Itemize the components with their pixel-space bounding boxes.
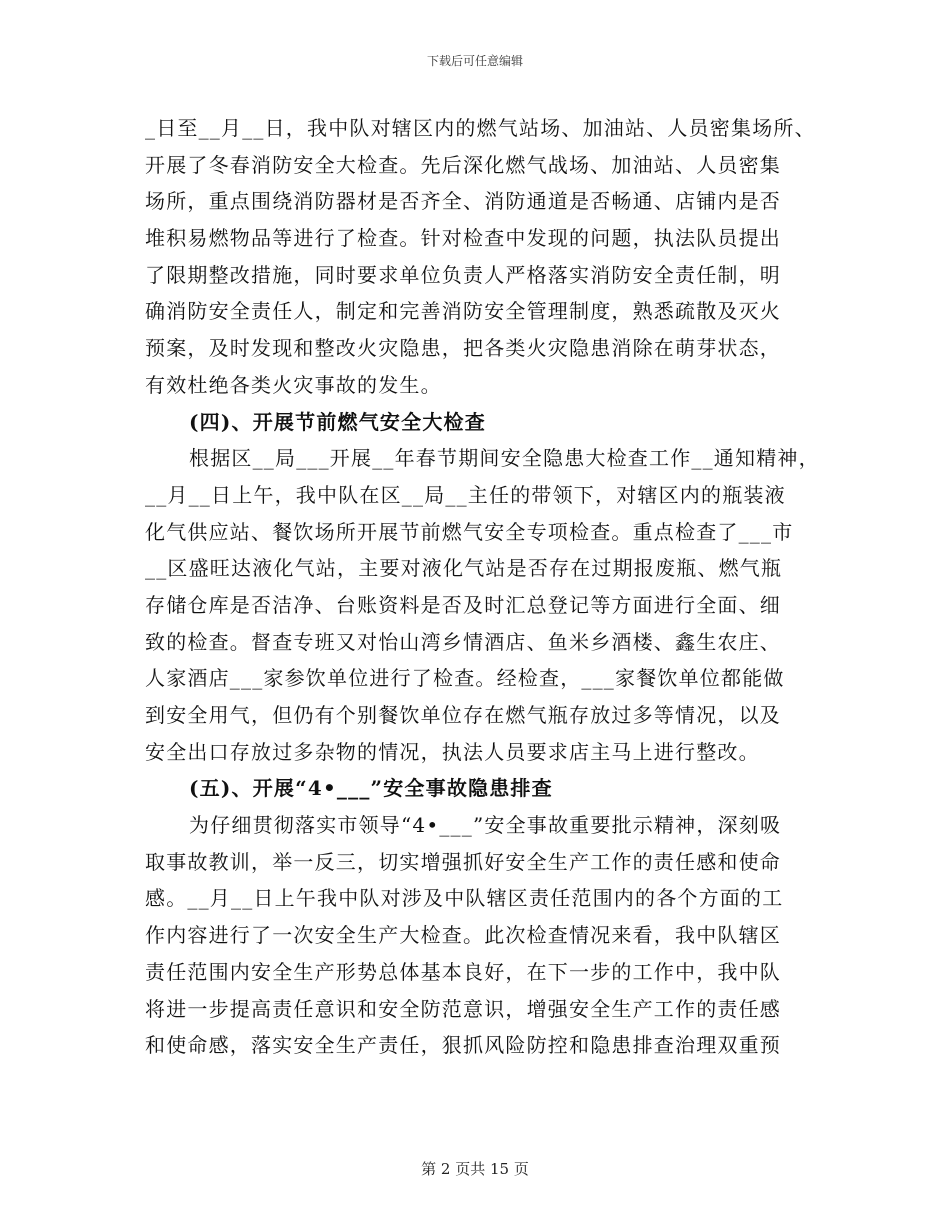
text-line: 到安全用气，但仍有个别餐饮单位存在燃气瓶存放过多等情况，以及 — [145, 703, 781, 727]
section-heading-5: (五)、开展“4•___”安全事故隐患排查 — [189, 776, 553, 801]
text-line: 场所，重点围绕消防器材是否齐全、消防通道是否畅通、店铺内是否 — [145, 189, 781, 214]
text-line: 有效杜绝各类火灾事故的发生。 — [145, 372, 442, 397]
text-line: 致的检查。督查专班又对怡山湾乡情酒店、鱼米乡酒楼、鑫生农庄、 — [145, 629, 781, 654]
text-line: 安全出口存放过多杂物的情况，执法人员要求店主马上进行整改。 — [145, 739, 760, 764]
text-line: 为仔细贯彻落实市领导“4•___”安全事故重要批示精神，深刻吸 — [189, 813, 782, 838]
text-line: 和使命感，落实安全生产责任，狠抓风险防控和隐患排查治理双重预 — [145, 1033, 781, 1058]
text-line: 化气供应站、餐饮场所开展节前燃气安全专项检查。重点检查了___市 — [145, 519, 794, 544]
page-number: 第 2 页共 15 页 — [421, 1160, 529, 1178]
page-header: 下载后可任意编辑 — [426, 54, 523, 68]
text-line: 了限期整改措施，同时要求单位负责人严格落实消防安全责任制，明 — [145, 262, 781, 287]
document-body — [145, 110, 820, 1064]
text-line: 将进一步提高责任意识和安全防范意识，增强安全生产工作的责任感 — [145, 996, 781, 1021]
section-heading-4: (四)、开展节前燃气安全大检查 — [189, 409, 486, 434]
text-line: 确消防安全责任人，制定和完善消防安全管理制度，熟悉疏散及灭火 — [145, 299, 781, 324]
text-line: __区盛旺达液化气站，主要对液化气站是否存在过期报废瓶、燃气瓶 — [145, 556, 783, 581]
text-line: 责任范围内安全生产形势总体基本良好，在下一步的工作中，我中队 — [145, 959, 781, 984]
text-line: 堆积易燃物品等进行了检查。针对检查中发现的问题，执法队员提出 — [145, 226, 781, 251]
text-line: 根据区__局___开展__年春节期间安全隐患大检查工作__通知精神， — [189, 446, 820, 471]
text-line: 取事故教训，举一反三，切实增强抓好安全生产工作的责任感和使命 — [145, 849, 781, 874]
text-line: 感。__月__日上午我中队对涉及中队辖区责任范围内的各个方面的工 — [145, 886, 784, 911]
text-line: __月__日上午，我中队在区__局__主任的带领下，对辖区内的瓶装液 — [145, 482, 786, 507]
text-line: 预案，及时发现和整改火灾隐患，把各类火灾隐患消除在萌芽状态， — [145, 336, 781, 361]
text-line: _日至__月__日，我中队对辖区内的燃气站场、加油站、人员密集场所、 — [145, 116, 816, 140]
text-line: 作内容进行了一次安全生产大检查。此次检查情况来看，我中队辖区 — [145, 923, 781, 948]
text-line: 人家酒店___家参饮单位进行了检查。经检查，___家餐饮单位都能做 — [145, 666, 785, 691]
text-line: 存储仓库是否洁净、台账资料是否及时汇总登记等方面进行全面、细 — [145, 592, 781, 617]
text-line: 开展了冬春消防安全大检查。先后深化燃气战场、加油站、人员密集 — [145, 152, 781, 177]
